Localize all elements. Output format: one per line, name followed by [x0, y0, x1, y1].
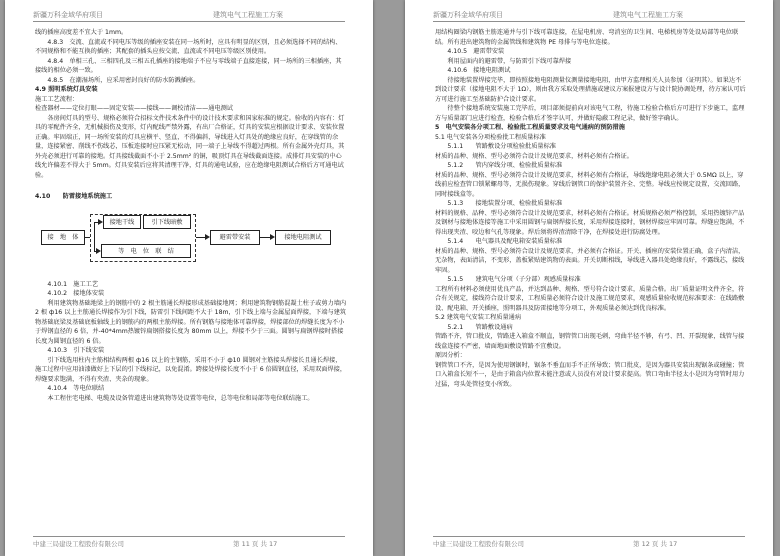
paragraph: 检查器材——定位打眼——固定安装——接线——调校清洁——通电测试	[35, 105, 233, 112]
paragraph: 5.2.1 管路敷设通病	[447, 323, 513, 331]
paragraph: 4.10.1 施工工艺	[47, 280, 99, 288]
document-page-left	[5, 0, 373, 556]
header-project: 新疆万科金域华府项目	[433, 11, 503, 19]
header-doc-title: 建筑电气工程施工方案	[613, 11, 683, 19]
process-diagram	[35, 206, 347, 272]
diagram-node-lightning-belt: 避雷带安装	[210, 230, 260, 245]
paragraph: 5.2 建筑电气安装工程质量通病	[435, 314, 522, 321]
paragraph: 工程所有材料必须使用优良产品，并达到品种、规格、型号符合设计要求，质量合格。出厂质量证明文件齐全，符合有关规定，接线符合设计要求，工程质量必须符合设计及施工规范要求，观感质量验收规范标准要求：在线路敷设、配电箱、开关插座，照明器具及防雷接地等分项工，外观质量必须达到优良标准。	[435, 285, 745, 312]
paragraph: 5.1.4 电气器具及配电箱安装质量标准	[447, 238, 563, 245]
paragraph: 4.8.3 交流、直流或不同电压等级的插座安装在同一场所时，应具有明显的区别，且必须选择不同的结构、不同规格和不能互换的插座；其配套的插头应按交流、直流或不同电压等级区别使用。	[35, 38, 342, 55]
paragraph: 本工程住宅电梯、电缆及设备管道进出建筑物等处设置等电位，总等电位和局部等电位联结施工。	[47, 394, 314, 402]
footer-page-number: 第 11 页 共 17	[233, 540, 278, 548]
diagram-arrow	[270, 234, 275, 240]
diagram-connector	[260, 237, 270, 238]
diagram-connector	[85, 237, 90, 238]
diagram-node-main-line: 接地干线	[103, 215, 141, 229]
paragraph: 4.8.4 单相三孔、三相四孔及三相五孔插座的接地端子不应与零线端子直接连接，同一场所的三相插座，其接线的相位必须一致。	[35, 57, 342, 74]
section-heading: 5 电气安装各分项工程、检验批工程质量要求及电气通病的预防措施	[435, 124, 625, 131]
paragraph: 4.10.2 接地体安装	[47, 290, 105, 297]
paragraph: 材料的规格、品种、型号必须符合设计及规范要求，材料必须有合格证。材质规格必须严格控制，采用热镀锌产品及钢材与接地体连接等施工中采用圆钢与扁钢焊接长度，采用焊接连接时，钢材焊接应牢固可靠。焊缝应饱满，不得出现夹渣、咬边和气孔等现象。焊后须将焊渣清除干净，在焊接处进行防腐处理。	[435, 209, 745, 236]
paragraph: 线的插座高度差不宜大于 1mm。	[35, 29, 128, 36]
diagram-node-down-conductor: 引下线暗敷	[143, 215, 191, 229]
paragraph: 4.10.5 避雷带安装	[447, 48, 505, 55]
paragraph: 4.10.4 等电位联结	[47, 385, 105, 392]
paragraph: 5.1.3 接地装置分项、检验批质量标准	[447, 200, 563, 207]
paragraph: 待接地装置焊接完毕，即按照接地电阻测量仪测量接地电阻，由甲方监理相关人员参加（证明其）。如果达不到设计要求（接地电阻不大于 1Ω），则由我方采取处理措施或建议方案报建设方与设计院协调处理，待方案认可后方可进行施工至基础防护合设计要求。	[435, 76, 746, 103]
page-header	[33, 10, 345, 22]
page-body	[35, 28, 347, 532]
diagram-node-ground: 接 地 体	[41, 230, 85, 245]
diagram-connector	[94, 222, 95, 252]
footer-company: 中建三局建设工程股份有限公司	[33, 540, 124, 548]
diagram-arrow	[96, 248, 101, 254]
header-doc-title: 建筑电气工程施工方案	[213, 11, 283, 19]
paragraph: 4.10.3 引下线安装	[47, 347, 105, 354]
paragraph: 材质的品种、规格、型号必须符合设计及规范要求，并必须有合格证。开关、插座的安装位置正确，盒子内清洁，无杂物，表面清洁，不变形，盖板紧贴建筑物的表面。开关切断相线，导线进入器具处绝缘良好，不露线芯，接线牢固。	[435, 247, 745, 274]
diagram-connector	[196, 237, 205, 238]
paragraph: 5.1.1 管路敷设分项检验批质量标准	[447, 143, 556, 150]
paragraph: 管路不齐，管口批皮，管路进入箱盒不顺直，钢管管口出现毛刺，弯曲半径不够，有弓、凹、开裂现象，线管与接线盒连接不严密，墙面地面敷设管路不宜敷设。	[435, 333, 745, 350]
page-footer	[433, 536, 745, 548]
paragraph: 引下线选用柱内主筋相结构两根 ф16 以上的主钢筋，采用不小于 ф10 圆钢对主筋接头焊接长且通长焊接，施工过程中应用油漆做好上下层的引下线标记，以免混淆。跨接处焊接长度不小于 6 倍圆钢直径，采用双面焊接，焊缝要求饱满，不得有夹渣、夹杂的现象。	[35, 356, 347, 383]
paragraph: 利用屋面内的避雷带，与防雷引下线可靠焊接	[447, 57, 572, 65]
section-title: 4.10 防雷接地系统施工	[35, 193, 113, 200]
paragraph: 5.1.2 管内穿线分项、检验批质量标准	[447, 162, 563, 169]
paragraph: 材质的品种、规格、型号必须符合设计及规范要求，材料必须有合格证，导线绝缘电阻必须大于 0.5MΩ 以上，穿线前应检查管口锁紧螺母等，无损伤现象。穿线后钢管口的保护装置齐全、完整。导线应按规定设置，交流回路，同时接线盒等。	[435, 171, 745, 198]
diagram-node-equipotential: 等 电 位 联 结	[101, 244, 191, 258]
paragraph: 钢管管口不齐，是因为使用钢锯时，锯条不垂直而手不正所导致；管口批皮，是因为器具安装出现锯条或碰撞；管口入箱盒长短不一，是由于箱盒内位置未能注意或人员没有对设计要求提高。管口弯曲半径太小是因为弯管时用力过猛，弯头处管径变小所致。	[435, 361, 745, 388]
paragraph: 待整个接地系统安装施工完毕后，项目部须提前向对该电气工程，待施工检验合格后方可进行下步施工，监理方与质量部门应进行检查，检验合格后才签字认可，并做好隐蔽工程记录，做好签字确认。	[435, 105, 745, 122]
paragraph: 用结构圈梁内钢筋主筋连通并与引下线可靠连接，在屋电机房、弯消室的卫生间、电梯机房等处设局部等电位联结。所有进出建筑物的金属管线和建筑物 PE 母排与等电位连接。	[435, 29, 739, 46]
paragraph: 4.10.6 接地电阻测试	[447, 67, 511, 74]
diagram-arrow	[205, 234, 210, 240]
page-header	[433, 10, 745, 22]
diagram-node-resistance-test: 接地电阻测试	[275, 230, 331, 245]
footer-company: 中建三局建设工程股份有限公司	[433, 540, 524, 548]
section-heading: 4.9 照明系统灯具安装	[35, 86, 98, 93]
paragraph: 各房间灯具的型号、规格必须符合招标文件技术条件中的设计技术要求和国家标准的规定。验收的内容有：灯具的零配件齐全，无机械损伤及变形，灯内配线严禁外露，有出厂合格证，灯具的安装应根据设计要求、安装位置正确。牢固端正，同一场所安装的灯具应横平、竖直，不得偏斜，导线进入灯具处的绝缘应良好，在穿线管的余量，连接紧密、削线不伤线芯，压板连接时应压紧无松动，同一端子上导线不得超过两根。所有金属外壳灯具，其外壳必须进行可靠的接地。灯具接线截面不小于 2.5mm² 的铜，吸顶灯具在导线截面连接。成排灯具安装的中心线允许偏差不得大于 5mm。灯具安装后应将其清理干净，灯具的通电试验，应在绝缘电阻测试合格后方可通电试验。	[35, 114, 345, 179]
page-body	[435, 28, 747, 532]
paragraph: 5.1 电气安装各分项检验批工程质量标准	[435, 133, 546, 141]
paragraph: 材质的品种、规格、型号必须符合设计及规范要求，材料必须有合格证。	[435, 152, 633, 160]
paragraph: 利用建筑物基础地梁上的钢筋中的 2 根主筋通长焊接形成基础接地网；利用建筑物钢筋混凝土柱子或剪力墙内 2 根 ф16 以上主筋通长焊接作为引下线，防雷引下线间距不大于 18m，引下线上端与金属屋面焊接，下端与建筑物基础底梁及基础底板轴线上的钢筋内的两根主筋焊接。所有钢筋与接地体可靠焊接，焊接部位的焊缝长度为不小于焊钢直径的 6 倍，并-40*4mm热镀锌扁钢搭接长度为 80mm 以上，焊接不少于三面。圆钢与扁钢焊接时搭接长度为圆钢直径的 6 倍。	[35, 299, 347, 345]
paragraph: 4.8.5 在潮湿场所，应采用密封良好的防水防溅插座。	[47, 76, 200, 84]
paragraph: 5.1.5 建筑电气分项（子分部）观感质量标准	[447, 276, 581, 283]
page-footer	[33, 536, 345, 548]
footer-page-number: 第 12 页 共 17	[633, 540, 678, 548]
diagram-arrow	[98, 219, 103, 225]
header-project: 新疆万科金域华府项目	[33, 11, 103, 19]
document-page-right	[405, 0, 773, 556]
paragraph: 原因分析：	[435, 352, 466, 359]
paragraph: 施工工艺流程：	[35, 95, 79, 103]
